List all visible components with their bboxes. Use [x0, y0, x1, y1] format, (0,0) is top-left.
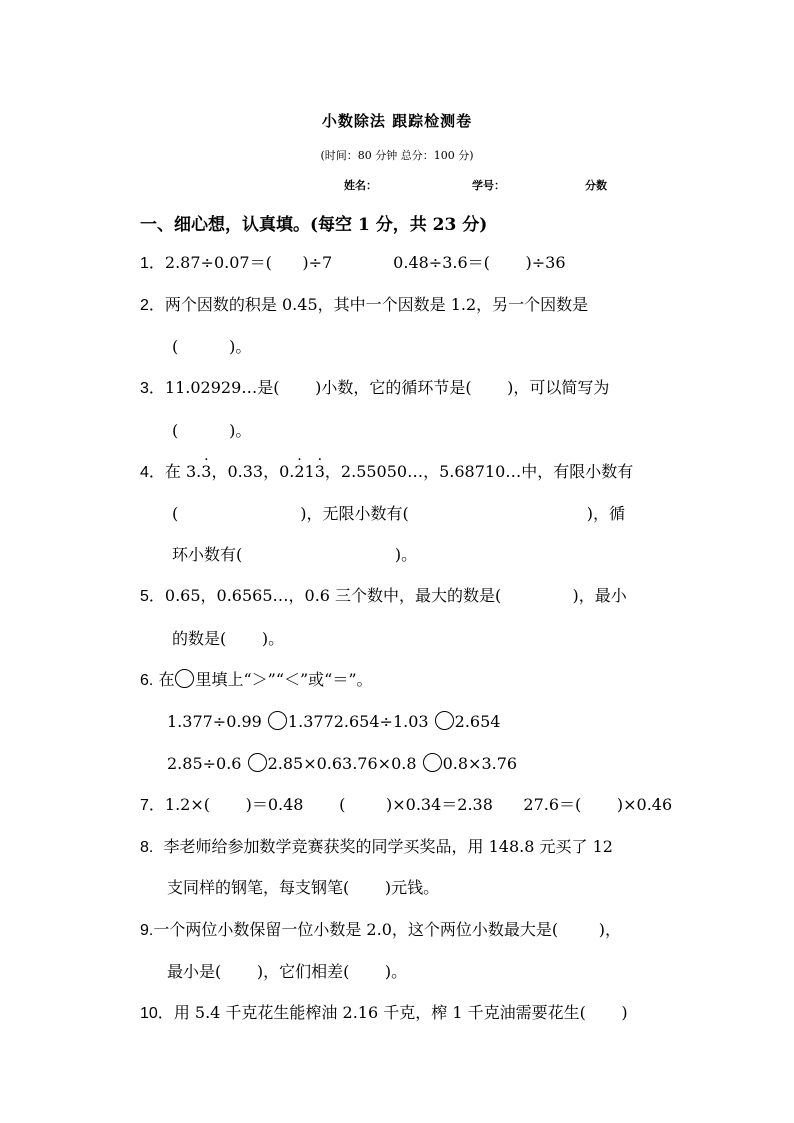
expression: 2.85×0.63.76×0.8 [267, 754, 422, 773]
question-text: 2.87÷0.07＝( )÷7 0.48÷3.6＝( )÷36 [164, 253, 566, 272]
question-text-part: ，0.33，0. [211, 462, 295, 481]
circle-blank-icon[interactable] [268, 711, 287, 730]
circle-blank-icon[interactable] [248, 753, 267, 772]
question-text-part: ，2.55050…，5.68710…中，有限小数有 [324, 462, 634, 481]
circle-blank-icon [175, 669, 194, 688]
question-3 [140, 377, 609, 400]
circle-blank-icon[interactable] [423, 753, 442, 772]
repeating-digit: 3 · [315, 461, 325, 483]
question-5 [140, 585, 627, 608]
question-text: 一个两位小数保留一位小数是 2.0，这个两位小数最大是( )， [153, 920, 622, 939]
question-2-continuation: ( )。 [172, 337, 252, 356]
exam-info: (时间：80 分钟 总分：100 分) [320, 149, 474, 162]
question-text: 0.65，0.6565…，0.6 三个数中，最大的数是( )，最小 [164, 586, 627, 605]
question-number: 9. [140, 922, 154, 939]
expression: 1.3772.654÷1.03 [287, 712, 434, 731]
question-9-continuation: 最小是( )，它们相差( )。 [167, 962, 408, 981]
comparison-row-1 [167, 711, 500, 733]
expression: 2.654 [454, 712, 501, 731]
student-id-label: 学号： [472, 179, 505, 192]
question-text: 1.2×( )＝0.48 ( )×0.34＝2.38 27.6＝( )×0.46 [164, 795, 673, 814]
section-heading: 一、细心想，认真填。(每空 1 分，共 23 分) [140, 215, 488, 235]
question-text-part: 在 [158, 670, 175, 689]
question-text: 李老师给参加数学竞赛获奖的同学买奖品，用 148.8 元买了 12 [163, 837, 613, 856]
question-10 [140, 1002, 628, 1025]
question-number: 5． [140, 588, 165, 605]
question-4-continuation: ( )，无限小数有( )，循 [172, 504, 626, 523]
question-number: 7． [140, 797, 165, 814]
question-text: 用 5.4 千克花生能榨油 2.16 千克，榨 1 千克油需要花生( ) [173, 1003, 628, 1022]
question-number: 8. [140, 839, 154, 856]
question-text-part: 1 [304, 462, 315, 481]
question-7 [140, 794, 672, 817]
question-text: 11.02929…是( )小数，它的循环节是( )，可以简写为 [164, 378, 610, 397]
question-5-continuation: 的数是( )。 [172, 629, 285, 648]
score-label: 分数 [585, 179, 607, 192]
question-number: 2． [140, 297, 165, 314]
question-number: 10． [140, 1005, 174, 1022]
circle-blank-icon[interactable] [435, 711, 454, 730]
expression: 1.377÷0.99 [167, 712, 267, 731]
question-text-part: 在 3. [164, 462, 202, 481]
question-3-continuation: ( )。 [172, 421, 252, 440]
expression: 2.85÷0.6 [167, 754, 247, 773]
question-text-part: 里填上“＞”“＜”或“＝”。 [195, 670, 373, 689]
question-4 [140, 461, 633, 484]
question-number: 3． [140, 380, 165, 397]
question-2 [140, 294, 588, 317]
question-9 [140, 919, 621, 942]
name-label: 姓名： [344, 179, 377, 192]
question-number: 1． [140, 255, 165, 272]
question-1 [140, 252, 566, 275]
question-number: 4． [140, 464, 165, 481]
question-6 [140, 669, 373, 692]
question-4-continuation: 环小数有( )。 [172, 545, 418, 564]
expression: 0.8×3.76 [442, 754, 518, 773]
comparison-row-2 [167, 753, 517, 775]
question-number: 6. [140, 672, 154, 689]
page-title: 小数除法 跟踪检测卷 [321, 112, 473, 130]
question-text: 两个因数的积是 0.45，其中一个因数是 1.2，另一个因数是 [164, 295, 589, 314]
repeating-digit: 3 · [201, 461, 211, 483]
question-8-continuation: 支同样的钢笔，每支钢笔( )元钱。 [167, 878, 440, 897]
repeating-digit: 2 · [294, 461, 304, 483]
question-8 [140, 836, 613, 859]
